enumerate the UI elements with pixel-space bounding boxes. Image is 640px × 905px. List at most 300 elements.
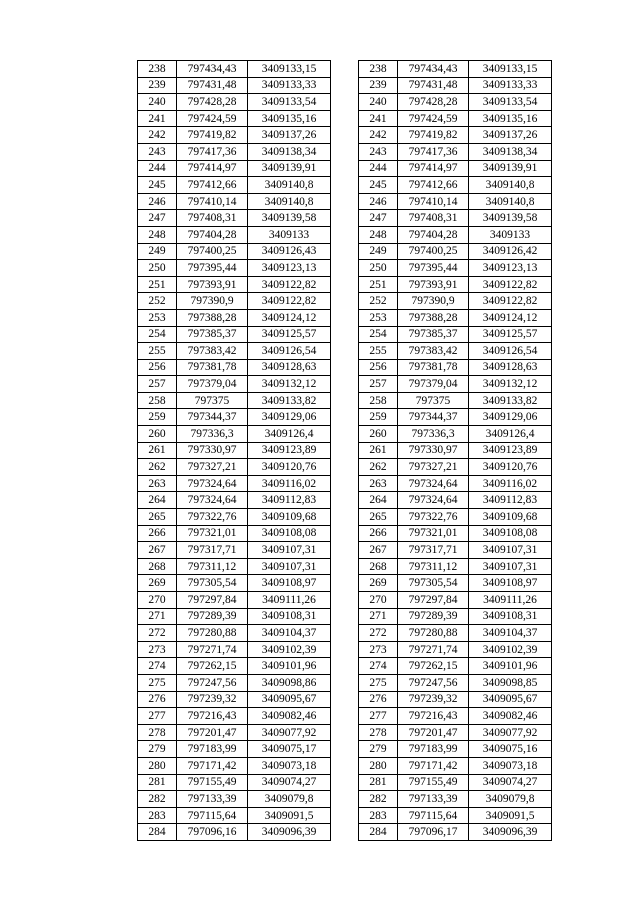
point-number-cell: 265 — [138, 509, 177, 526]
table-row — [138, 641, 331, 658]
table-row — [138, 608, 331, 625]
point-number-cell: 238 — [138, 61, 177, 78]
x-coordinate-cell: 797424,59 — [398, 110, 469, 127]
point-number-cell: 243 — [138, 143, 177, 160]
x-coordinate-cell: 797239,32 — [177, 691, 248, 708]
x-coordinate-cell: 797324,64 — [177, 475, 248, 492]
table-row — [359, 575, 552, 592]
table-row — [138, 791, 331, 808]
x-coordinate-cell: 797428,28 — [398, 94, 469, 111]
table-row — [359, 426, 552, 443]
y-coordinate-cell: 3409108,97 — [248, 575, 331, 592]
y-coordinate-cell: 3409133,33 — [469, 77, 552, 94]
y-coordinate-cell: 3409120,76 — [469, 459, 552, 476]
x-coordinate-cell: 797216,43 — [398, 708, 469, 725]
table-row — [138, 509, 331, 526]
table-row — [138, 243, 331, 260]
x-coordinate-cell: 797322,76 — [177, 509, 248, 526]
y-coordinate-cell: 3409133,15 — [248, 61, 331, 78]
x-coordinate-cell: 797408,31 — [398, 210, 469, 227]
y-coordinate-cell: 3409108,31 — [469, 608, 552, 625]
y-coordinate-cell: 3409135,16 — [248, 110, 331, 127]
y-coordinate-cell: 3409126,4 — [469, 426, 552, 443]
y-coordinate-cell: 3409104,37 — [248, 625, 331, 642]
x-coordinate-cell: 797216,43 — [177, 708, 248, 725]
x-coordinate-cell: 797395,44 — [398, 260, 469, 277]
x-coordinate-cell: 797410,14 — [177, 193, 248, 210]
point-number-cell: 275 — [359, 674, 398, 691]
point-number-cell: 249 — [138, 243, 177, 260]
x-coordinate-cell: 797321,01 — [398, 525, 469, 542]
point-number-cell: 260 — [138, 426, 177, 443]
point-number-cell: 269 — [138, 575, 177, 592]
y-coordinate-cell: 3409139,58 — [248, 210, 331, 227]
x-coordinate-cell: 797280,88 — [177, 625, 248, 642]
x-coordinate-cell: 797412,66 — [398, 177, 469, 194]
point-number-cell: 268 — [138, 558, 177, 575]
table-row — [359, 160, 552, 177]
table-row — [359, 94, 552, 111]
x-coordinate-cell: 797388,28 — [177, 309, 248, 326]
y-coordinate-cell: 3409133,82 — [248, 392, 331, 409]
y-coordinate-cell: 3409102,39 — [248, 641, 331, 658]
y-coordinate-cell: 3409108,97 — [469, 575, 552, 592]
x-coordinate-cell: 797414,97 — [177, 160, 248, 177]
point-number-cell: 282 — [138, 791, 177, 808]
x-coordinate-cell: 797417,36 — [177, 143, 248, 160]
y-coordinate-cell: 3409123,89 — [248, 442, 331, 459]
table-row — [138, 475, 331, 492]
table-row — [138, 359, 331, 376]
coordinates-table-left — [137, 60, 331, 841]
table-row — [138, 807, 331, 824]
table-row — [138, 658, 331, 675]
table-row — [359, 143, 552, 160]
table-row — [138, 160, 331, 177]
table-row — [138, 691, 331, 708]
y-coordinate-cell: 3409101,96 — [248, 658, 331, 675]
point-number-cell: 250 — [138, 260, 177, 277]
point-number-cell: 257 — [359, 376, 398, 393]
y-coordinate-cell: 3409126,43 — [248, 243, 331, 260]
x-coordinate-cell: 797183,99 — [398, 741, 469, 758]
x-coordinate-cell: 797247,56 — [398, 674, 469, 691]
table-row — [359, 459, 552, 476]
point-number-cell: 253 — [138, 309, 177, 326]
point-number-cell: 244 — [138, 160, 177, 177]
table-row — [138, 392, 331, 409]
y-coordinate-cell: 3409132,12 — [248, 376, 331, 393]
x-coordinate-cell: 797344,37 — [177, 409, 248, 426]
x-coordinate-cell: 797096,16 — [177, 824, 248, 841]
x-coordinate-cell: 797311,12 — [177, 558, 248, 575]
point-number-cell: 246 — [138, 193, 177, 210]
table-row — [138, 177, 331, 194]
y-coordinate-cell: 3409133 — [469, 226, 552, 243]
y-coordinate-cell: 3409111,26 — [469, 592, 552, 609]
y-coordinate-cell: 3409098,86 — [248, 674, 331, 691]
x-coordinate-cell: 797096,17 — [398, 824, 469, 841]
point-number-cell: 274 — [138, 658, 177, 675]
x-coordinate-cell: 797424,59 — [177, 110, 248, 127]
point-number-cell: 245 — [138, 177, 177, 194]
table-row — [359, 276, 552, 293]
table-row — [138, 824, 331, 841]
point-number-cell: 283 — [138, 807, 177, 824]
point-number-cell: 247 — [359, 210, 398, 227]
point-number-cell: 248 — [359, 226, 398, 243]
table-row — [138, 226, 331, 243]
table-row — [138, 625, 331, 642]
point-number-cell: 259 — [359, 409, 398, 426]
table-row — [359, 359, 552, 376]
point-number-cell: 255 — [359, 343, 398, 360]
x-coordinate-cell: 797183,99 — [177, 741, 248, 758]
table-row — [359, 608, 552, 625]
y-coordinate-cell: 3409077,92 — [248, 724, 331, 741]
y-coordinate-cell: 3409077,92 — [469, 724, 552, 741]
point-number-cell: 281 — [359, 774, 398, 791]
x-coordinate-cell: 797404,28 — [398, 226, 469, 243]
y-coordinate-cell: 3409122,82 — [469, 293, 552, 310]
table-row — [359, 791, 552, 808]
table-row — [138, 276, 331, 293]
point-number-cell: 252 — [138, 293, 177, 310]
y-coordinate-cell: 3409126,4 — [248, 426, 331, 443]
y-coordinate-cell: 3409122,82 — [248, 276, 331, 293]
table-row — [138, 459, 331, 476]
point-number-cell: 265 — [359, 509, 398, 526]
x-coordinate-cell: 797385,37 — [177, 326, 248, 343]
point-number-cell: 262 — [138, 459, 177, 476]
table-row — [359, 77, 552, 94]
point-number-cell: 242 — [359, 127, 398, 144]
x-coordinate-cell: 797383,42 — [177, 343, 248, 360]
point-number-cell: 248 — [138, 226, 177, 243]
point-number-cell: 238 — [359, 61, 398, 78]
point-number-cell: 264 — [138, 492, 177, 509]
point-number-cell: 267 — [138, 542, 177, 559]
point-number-cell: 261 — [359, 442, 398, 459]
x-coordinate-cell: 797375 — [398, 392, 469, 409]
table-row — [138, 426, 331, 443]
table-row — [359, 442, 552, 459]
y-coordinate-cell: 3409124,12 — [469, 309, 552, 326]
point-number-cell: 279 — [359, 741, 398, 758]
y-coordinate-cell: 3409122,82 — [469, 276, 552, 293]
point-number-cell: 262 — [359, 459, 398, 476]
x-coordinate-cell: 797330,97 — [177, 442, 248, 459]
point-number-cell: 272 — [359, 625, 398, 642]
point-number-cell: 261 — [138, 442, 177, 459]
table-row — [359, 243, 552, 260]
table-row — [359, 824, 552, 841]
y-coordinate-cell: 3409125,57 — [248, 326, 331, 343]
y-coordinate-cell: 3409095,67 — [248, 691, 331, 708]
point-number-cell: 273 — [138, 641, 177, 658]
table-row — [359, 293, 552, 310]
point-number-cell: 243 — [359, 143, 398, 160]
point-number-cell: 266 — [138, 525, 177, 542]
table-row — [359, 592, 552, 609]
y-coordinate-cell: 3409079,8 — [248, 791, 331, 808]
y-coordinate-cell: 3409111,26 — [248, 592, 331, 609]
y-coordinate-cell: 3409139,91 — [469, 160, 552, 177]
y-coordinate-cell: 3409137,26 — [248, 127, 331, 144]
table-row — [359, 409, 552, 426]
x-coordinate-cell: 797239,32 — [398, 691, 469, 708]
point-number-cell: 276 — [359, 691, 398, 708]
y-coordinate-cell: 3409139,58 — [469, 210, 552, 227]
point-number-cell: 252 — [359, 293, 398, 310]
table-row — [359, 492, 552, 509]
table-row — [359, 724, 552, 741]
y-coordinate-cell: 3409082,46 — [469, 708, 552, 725]
y-coordinate-cell: 3409074,27 — [248, 774, 331, 791]
table-row — [138, 193, 331, 210]
table-row — [138, 525, 331, 542]
table-row — [359, 525, 552, 542]
y-coordinate-cell: 3409140,8 — [248, 177, 331, 194]
table-row — [138, 326, 331, 343]
y-coordinate-cell: 3409107,31 — [248, 542, 331, 559]
x-coordinate-cell: 797410,14 — [398, 193, 469, 210]
y-coordinate-cell: 3409125,57 — [469, 326, 552, 343]
x-coordinate-cell: 797262,15 — [177, 658, 248, 675]
x-coordinate-cell: 797390,9 — [177, 293, 248, 310]
point-number-cell: 259 — [138, 409, 177, 426]
x-coordinate-cell: 797379,04 — [398, 376, 469, 393]
point-number-cell: 251 — [138, 276, 177, 293]
y-coordinate-cell: 3409140,8 — [469, 193, 552, 210]
x-coordinate-cell: 797434,43 — [177, 61, 248, 78]
x-coordinate-cell: 797271,74 — [398, 641, 469, 658]
y-coordinate-cell: 3409123,13 — [248, 260, 331, 277]
table-row — [359, 658, 552, 675]
y-coordinate-cell: 3409112,83 — [469, 492, 552, 509]
x-coordinate-cell: 797322,76 — [398, 509, 469, 526]
table-row — [138, 61, 331, 78]
y-coordinate-cell: 3409079,8 — [469, 791, 552, 808]
table-row — [359, 509, 552, 526]
table-row — [359, 741, 552, 758]
y-coordinate-cell: 3409091,5 — [469, 807, 552, 824]
y-coordinate-cell: 3409133,82 — [469, 392, 552, 409]
point-number-cell: 255 — [138, 343, 177, 360]
x-coordinate-cell: 797379,04 — [177, 376, 248, 393]
y-coordinate-cell: 3409074,27 — [469, 774, 552, 791]
x-coordinate-cell: 797115,64 — [177, 807, 248, 824]
table-row — [138, 343, 331, 360]
point-number-cell: 258 — [359, 392, 398, 409]
y-coordinate-cell: 3409140,8 — [469, 177, 552, 194]
x-coordinate-cell: 797428,28 — [177, 94, 248, 111]
coordinates-table-left-body — [138, 61, 331, 841]
point-number-cell: 241 — [138, 110, 177, 127]
x-coordinate-cell: 797408,31 — [177, 210, 248, 227]
point-number-cell: 258 — [138, 392, 177, 409]
x-coordinate-cell: 797388,28 — [398, 309, 469, 326]
y-coordinate-cell: 3409096,39 — [248, 824, 331, 841]
y-coordinate-cell: 3409129,06 — [469, 409, 552, 426]
point-number-cell: 277 — [359, 708, 398, 725]
x-coordinate-cell: 797305,54 — [398, 575, 469, 592]
point-number-cell: 272 — [138, 625, 177, 642]
y-coordinate-cell: 3409138,34 — [248, 143, 331, 160]
x-coordinate-cell: 797400,25 — [177, 243, 248, 260]
point-number-cell: 254 — [138, 326, 177, 343]
x-coordinate-cell: 797133,39 — [398, 791, 469, 808]
x-coordinate-cell: 797271,74 — [177, 641, 248, 658]
table-row — [359, 127, 552, 144]
point-number-cell: 250 — [359, 260, 398, 277]
point-number-cell: 278 — [138, 724, 177, 741]
y-coordinate-cell: 3409132,12 — [469, 376, 552, 393]
table-row — [138, 542, 331, 559]
y-coordinate-cell: 3409126,54 — [469, 343, 552, 360]
x-coordinate-cell: 797395,44 — [177, 260, 248, 277]
x-coordinate-cell: 797115,64 — [398, 807, 469, 824]
table-row — [359, 691, 552, 708]
point-number-cell: 239 — [138, 77, 177, 94]
table-row — [359, 392, 552, 409]
point-number-cell: 282 — [359, 791, 398, 808]
x-coordinate-cell: 797344,37 — [398, 409, 469, 426]
point-number-cell: 240 — [138, 94, 177, 111]
table-row — [359, 210, 552, 227]
y-coordinate-cell: 3409098,85 — [469, 674, 552, 691]
y-coordinate-cell: 3409135,16 — [469, 110, 552, 127]
x-coordinate-cell: 797297,84 — [177, 592, 248, 609]
x-coordinate-cell: 797327,21 — [177, 459, 248, 476]
point-number-cell: 254 — [359, 326, 398, 343]
y-coordinate-cell: 3409107,31 — [248, 558, 331, 575]
x-coordinate-cell: 797327,21 — [398, 459, 469, 476]
point-number-cell: 269 — [359, 575, 398, 592]
y-coordinate-cell: 3409108,08 — [248, 525, 331, 542]
point-number-cell: 264 — [359, 492, 398, 509]
y-coordinate-cell: 3409075,16 — [469, 741, 552, 758]
table-row — [359, 376, 552, 393]
point-number-cell: 268 — [359, 558, 398, 575]
y-coordinate-cell: 3409123,13 — [469, 260, 552, 277]
table-row — [138, 94, 331, 111]
y-coordinate-cell: 3409116,02 — [248, 475, 331, 492]
point-number-cell: 270 — [138, 592, 177, 609]
point-number-cell: 263 — [138, 475, 177, 492]
point-number-cell: 256 — [138, 359, 177, 376]
point-number-cell: 275 — [138, 674, 177, 691]
x-coordinate-cell: 797324,64 — [398, 475, 469, 492]
point-number-cell: 267 — [359, 542, 398, 559]
y-coordinate-cell: 3409107,31 — [469, 558, 552, 575]
table-row — [138, 575, 331, 592]
x-coordinate-cell: 797297,84 — [398, 592, 469, 609]
point-number-cell: 284 — [138, 824, 177, 841]
x-coordinate-cell: 797400,25 — [398, 243, 469, 260]
x-coordinate-cell: 797390,9 — [398, 293, 469, 310]
table-row — [138, 558, 331, 575]
x-coordinate-cell: 797431,48 — [398, 77, 469, 94]
table-row — [138, 442, 331, 459]
table-row — [359, 61, 552, 78]
point-number-cell: 257 — [138, 376, 177, 393]
x-coordinate-cell: 797419,82 — [398, 127, 469, 144]
x-coordinate-cell: 797280,88 — [398, 625, 469, 642]
y-coordinate-cell: 3409075,17 — [248, 741, 331, 758]
table-row — [138, 127, 331, 144]
x-coordinate-cell: 797417,36 — [398, 143, 469, 160]
point-number-cell: 251 — [359, 276, 398, 293]
x-coordinate-cell: 797201,47 — [398, 724, 469, 741]
y-coordinate-cell: 3409095,67 — [469, 691, 552, 708]
x-coordinate-cell: 797262,15 — [398, 658, 469, 675]
point-number-cell: 271 — [138, 608, 177, 625]
y-coordinate-cell: 3409073,18 — [248, 757, 331, 774]
table-row — [359, 641, 552, 658]
y-coordinate-cell: 3409124,12 — [248, 309, 331, 326]
coordinates-table-right-body — [359, 61, 552, 841]
x-coordinate-cell: 797431,48 — [177, 77, 248, 94]
point-number-cell: 260 — [359, 426, 398, 443]
y-coordinate-cell: 3409133,54 — [248, 94, 331, 111]
y-coordinate-cell: 3409122,82 — [248, 293, 331, 310]
y-coordinate-cell: 3409140,8 — [248, 193, 331, 210]
table-row — [138, 708, 331, 725]
x-coordinate-cell: 797381,78 — [398, 359, 469, 376]
table-row — [359, 309, 552, 326]
x-coordinate-cell: 797383,42 — [398, 343, 469, 360]
y-coordinate-cell: 3409123,89 — [469, 442, 552, 459]
x-coordinate-cell: 797311,12 — [398, 558, 469, 575]
y-coordinate-cell: 3409126,54 — [248, 343, 331, 360]
table-row — [359, 625, 552, 642]
x-coordinate-cell: 797330,97 — [398, 442, 469, 459]
table-row — [138, 757, 331, 774]
x-coordinate-cell: 797289,39 — [398, 608, 469, 625]
x-coordinate-cell: 797171,42 — [177, 757, 248, 774]
table-row — [359, 708, 552, 725]
table-row — [359, 542, 552, 559]
x-coordinate-cell: 797419,82 — [177, 127, 248, 144]
y-coordinate-cell: 3409101,96 — [469, 658, 552, 675]
table-row — [359, 226, 552, 243]
table-row — [138, 210, 331, 227]
point-number-cell: 270 — [359, 592, 398, 609]
point-number-cell: 256 — [359, 359, 398, 376]
x-coordinate-cell: 797201,47 — [177, 724, 248, 741]
point-number-cell: 245 — [359, 177, 398, 194]
y-coordinate-cell: 3409112,83 — [248, 492, 331, 509]
y-coordinate-cell: 3409139,91 — [248, 160, 331, 177]
y-coordinate-cell: 3409129,06 — [248, 409, 331, 426]
y-coordinate-cell: 3409091,5 — [248, 807, 331, 824]
x-coordinate-cell: 797375 — [177, 392, 248, 409]
point-number-cell: 249 — [359, 243, 398, 260]
x-coordinate-cell: 797171,42 — [398, 757, 469, 774]
x-coordinate-cell: 797381,78 — [177, 359, 248, 376]
table-row — [138, 376, 331, 393]
point-number-cell: 274 — [359, 658, 398, 675]
y-coordinate-cell: 3409133,54 — [469, 94, 552, 111]
coordinates-table-right — [358, 60, 552, 841]
point-number-cell: 276 — [138, 691, 177, 708]
table-row — [359, 193, 552, 210]
table-row — [138, 110, 331, 127]
x-coordinate-cell: 797289,39 — [177, 608, 248, 625]
y-coordinate-cell: 3409137,26 — [469, 127, 552, 144]
x-coordinate-cell: 797385,37 — [398, 326, 469, 343]
